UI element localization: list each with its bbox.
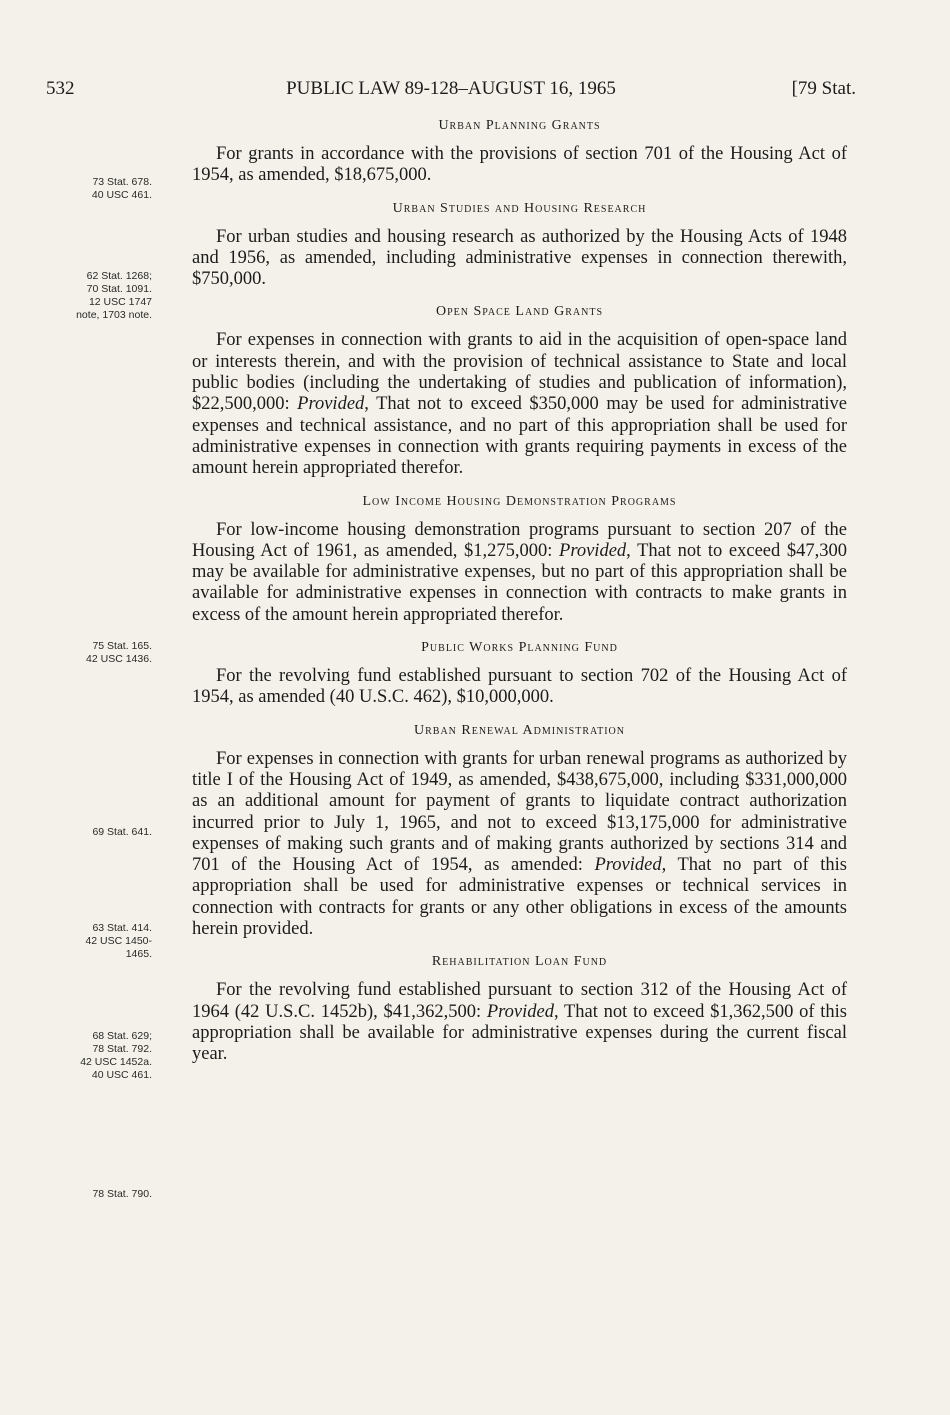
section-heading: Urban Studies and Housing Research xyxy=(392,200,647,216)
margin-note: 75 Stat. 165. 42 USC 1436. xyxy=(86,640,152,665)
section-paragraph: For low-income housing demonstration programs pursuant to section 207 of the Housing Act of 1961, as amended, $1,275,000: Provided, That not to exceed $47,300 may be available for administrative expenses, but no part of this appropriation shall be available for administrative expenses in connection with contracts to make grants in excess of the amount herein appropriated therefor. xyxy=(192,519,848,625)
margin-note: 73 Stat. 678. 40 USC 461. xyxy=(91,176,152,201)
section-heading: Low Income Housing Demonstration Programs xyxy=(362,493,677,509)
page-number: 532 xyxy=(46,78,75,99)
main-text xyxy=(192,118,847,1080)
section-heading: Open Space Land Grants xyxy=(435,304,604,320)
statute-reference: [79 Stat. xyxy=(791,78,856,99)
section-heading: Rehabilitation Loan Fund xyxy=(431,954,608,970)
section-paragraph: For grants in accordance with the provisions of section 701 of the Housing Act of 1954, as amended, $18,675,000. xyxy=(192,144,847,186)
section-paragraph: For the revolving fund established pursuant to section 702 of the Housing Act of 1954, as amended (40 U.S.C. 462), $10,000,000. xyxy=(192,666,847,708)
section-paragraph: For expenses in connection with grants for urban renewal programs as authorized by title I of the Housing Act of 1949, as amended, $438,675,000, including $331,000,000 as an additional amount for payment of grants to liquidate contract authorization incurred prior to July 1, 1965, and not to exceed $13,175,000 for administrative expenses of making such grants and of making grants authorized by sections 314 and 701 of the Housing Act of 1954, as amended: Provided, That no part of this appropriation shall be used for administrative expenses or technical services in connection with contracts for grants or any other obligations in excess of the amounts herein provided. xyxy=(192,748,847,940)
section-heading: Public Works Planning Fund xyxy=(421,640,618,656)
margin-note: 68 Stat. 629; 78 Stat. 792. 42 USC 1452a. 40 USC 461. xyxy=(80,1030,152,1081)
section-heading: Urban Renewal Administration xyxy=(414,722,625,738)
section-paragraph: For urban studies and housing research as authorized by the Housing Acts of 1948 and 1956, as amended, including administrative expenses in connection therewith, $750,000. xyxy=(192,226,847,290)
section-paragraph: For the revolving fund established pursuant to section 312 of the Housing Act of 1964 (42 U.S.C. 1452b), $41,362,500: Provided, That not to exceed $1,362,500 of this appropriation shall be available for administrative expenses during the current fiscal year. xyxy=(192,980,847,1065)
section-paragraph: For expenses in connection with grants to aid in the acquisition of open-space land or interests therein, and with the provision of technical assistance to State and local public bodies (including the undertaking of studies and publication of information), $22,500,000: Provided, That not to exceed $350,000 may be used for administrative expenses and technical assistance, and no part of this appropriation shall be used for administrative expenses in connection with grants requiring payments in excess of the amount herein appropriated therefor. xyxy=(192,330,847,479)
margin-note: 63 Stat. 414. 42 USC 1450- 1465. xyxy=(85,922,152,960)
page-header xyxy=(46,78,856,104)
section-heading: Urban Planning Grants xyxy=(438,118,601,133)
page-title: PUBLIC LAW 89-128–AUGUST 16, 1965 xyxy=(286,78,616,99)
margin-note: 69 Stat. 641. xyxy=(92,826,152,838)
margin-note: 78 Stat. 790. xyxy=(92,1188,152,1200)
margin-note: 62 Stat. 1268; 70 Stat. 1091. 12 USC 1747 note, 1703 note. xyxy=(76,270,152,321)
